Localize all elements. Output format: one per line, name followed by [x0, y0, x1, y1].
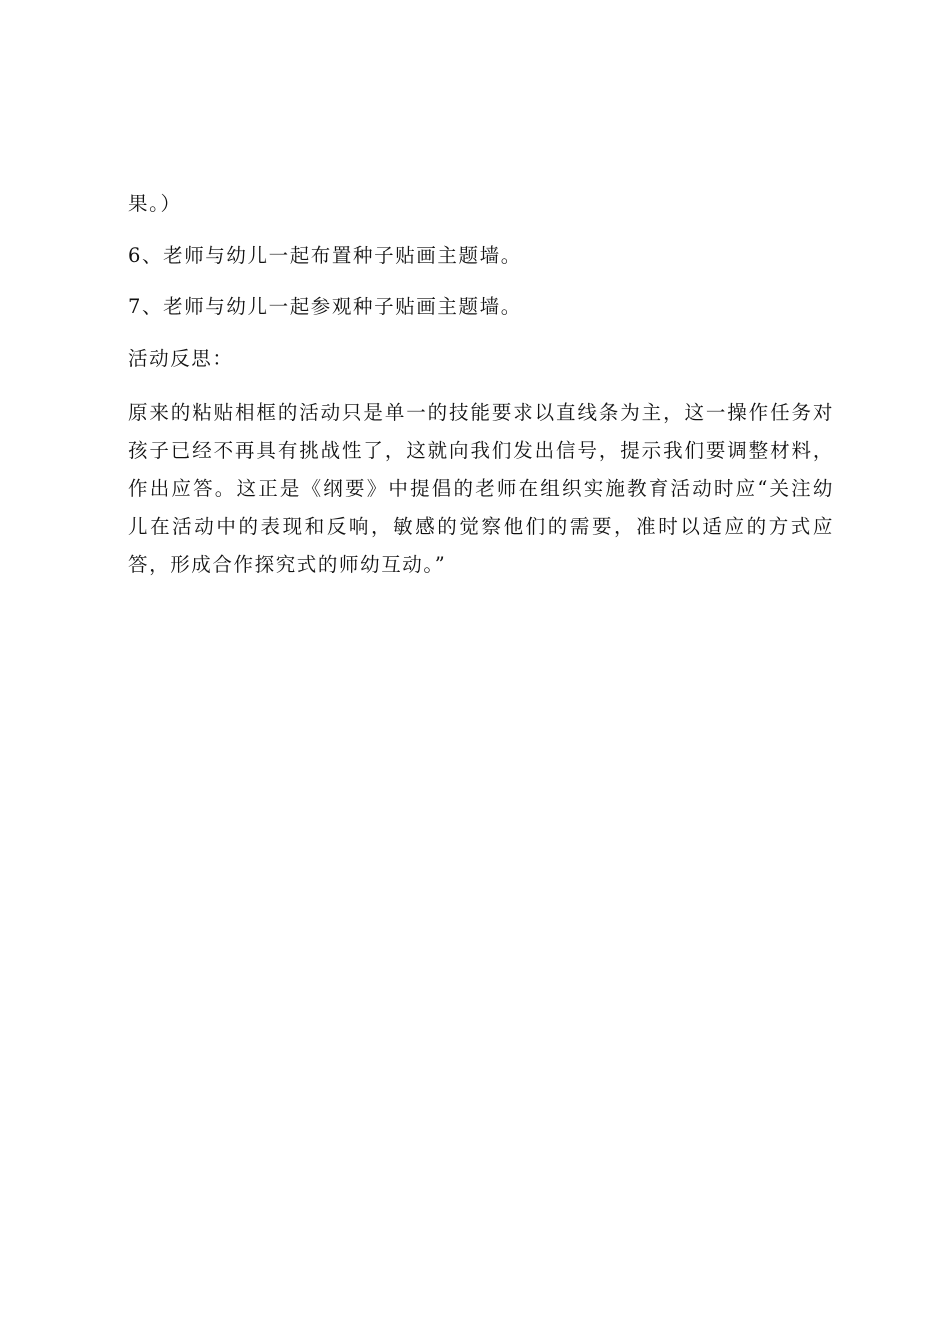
continuation-text: 果。） [128, 192, 182, 215]
reflection-heading: 活动反思： [128, 346, 234, 370]
reflection-paragraph: 原来的粘贴相框的活动只是单一的技能要求以直线条为主，这一操作任务对孩子已经不再具有挑战性了，这就向我们发出信号，提示我们要调整材料，作出应答。这正是《纲要》中提倡的老师在组织实施教育活动时应“关注幼儿在活动中的表现和反响，敏感的觉察他们的需要，准时以适应的方式应答，形成合作探究式的师幼互动。” [128, 401, 834, 576]
document-body [128, 188, 834, 584]
step-7-text: 7、老师与幼儿一起参观种子贴画主题墙。 [128, 295, 522, 318]
step-6-text: 6、老师与幼儿一起布置种子贴画主题墙。 [128, 243, 522, 267]
